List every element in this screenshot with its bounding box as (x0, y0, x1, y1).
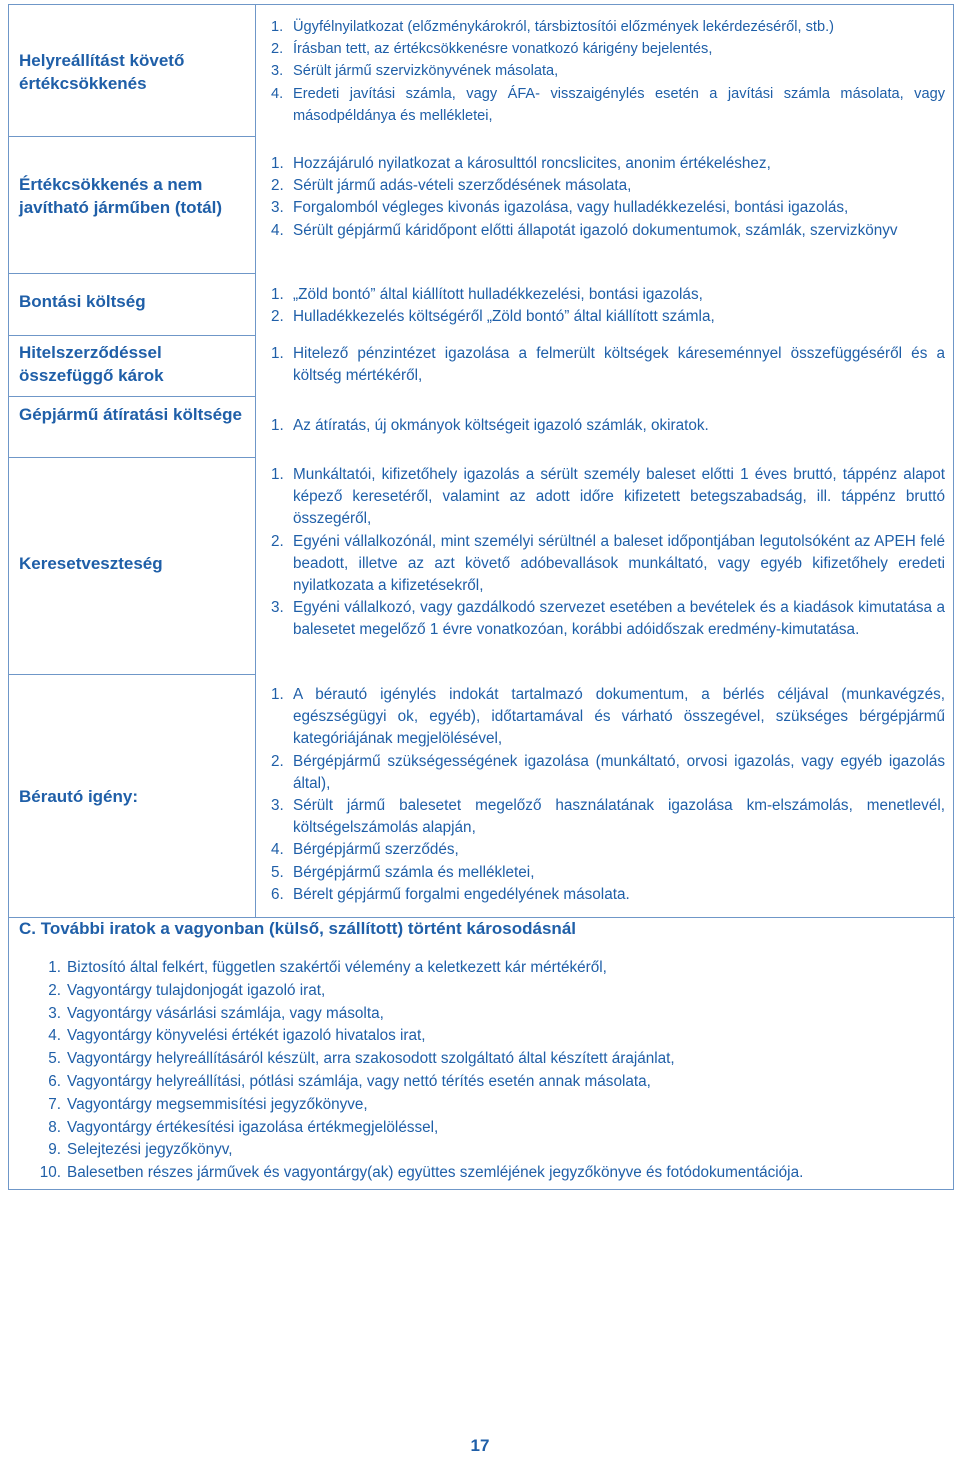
list-item: 1. Ügyfélnyilatkozat (előzménykárokról, társbiztosítói előzmények lekérdezéséről, stb.) (271, 19, 835, 35)
list-item: 1. Biztosító által felkért, független szakértői vélemény a keletkezett kár mértékéről, (48, 959, 607, 976)
list-item: 3. Forgalomból végleges kivonás igazolása, vagy hulladékkezelési, bontási igazolás, (271, 199, 849, 217)
list-item: 3. Vagyontárgy vásárlási számlája, vagy másolta, (48, 1004, 384, 1022)
list-item: 1. A bérautó igénylés indokát tartalmazó dokumentum, a bérlés céljával (munkavégzés, egészségügyi ok, egyéb), időtartamával és várható összegével, szükséges bérgépjármű kategóriájának megjelölésével, (271, 686, 945, 748)
requirements-table (9, 5, 955, 917)
list-item: 1. Hozzájáruló nyilatkozat a károsulttól roncslicites, anonim értékeléshez, (271, 155, 771, 172)
row-divider (9, 674, 255, 675)
list-item: 2. Vagyontárgy tulajdonjogát igazoló irat, (48, 981, 326, 999)
section-divider (9, 917, 955, 918)
row-divider (9, 273, 255, 274)
row-divider (9, 396, 255, 397)
list-item: 8. Vagyontárgy értékesítési igazolása értékmegjelöléssel, (48, 1118, 439, 1136)
list-item: 2. Egyéni vállalkozónál, mint személyi sérültnél a baleset időpontjában legutolsóként az APEH felé beadott, illetve az azt követő adóbevallások munkáltató, vagy egyéb kifizetőhely eredeti nyilatkozata a kifizetésekről, (271, 532, 945, 595)
list-item: 10. Balesetben részes járművek és vagyontárgy(ak) együttes szemléjének jegyzőkönyve és fotódokumentációja. (39, 1164, 804, 1182)
list-item: 2. Bérgépjármű szükségességének igazolása (munkáltató, orvosi igazolás, vagy egyéb igazolás által), (271, 752, 945, 792)
list-item: 4. Eredeti javítási számla, vagy ÁFA- visszaigénylés esetén a javítási számla másolata, vagy másodpéldánya és mellékletei, (271, 85, 945, 124)
list-item: 3. Sérült jármű balesetet megelőző használatának igazolása km-elszámolás, menetlevél, költségelszámolás alapján, (271, 797, 945, 837)
list-item: 5. Vagyontárgy helyreállításáról készült, arra szakosodott szolgáltató által készített árajánlat, (48, 1050, 675, 1068)
list-item: 3. Sérült jármű szervizkönyvének másolata, (271, 63, 559, 80)
row-label: Helyreállítást követő értékcsökkenés (19, 51, 185, 93)
list-item: 1. „Zöld bontó” által kiállított hulladékkezelési, bontási igazolás, (271, 286, 703, 303)
list-item: 4. Bérgépjármű szerződés, (271, 841, 459, 859)
list-item: 2. Hulladékkezelés költségéről „Zöld bontó” által kiállított számla, (271, 308, 715, 326)
list-item: 9. Selejtezési jegyzőkönyv, (48, 1141, 233, 1159)
row-items (271, 684, 945, 906)
list-item: 2. Írásban tett, az értékcsökkenésre vonatkozó kárigény bejelentés, (271, 41, 713, 58)
row-divider (9, 136, 255, 137)
section-c-title: C. További iratok a vagyonban (külső, szállított) történt károsodásnál (19, 919, 576, 938)
row-label: Bontási költség (19, 292, 146, 311)
row-divider (9, 457, 255, 458)
row-items (271, 343, 945, 387)
list-item: 6. Bérelt gépjármű forgalmi engedélyének másolata. (271, 885, 630, 903)
column-divider (255, 5, 256, 917)
list-item: 2. Sérült jármű adás-vételi szerződésének másolata, (271, 177, 632, 195)
row-items (271, 284, 945, 328)
row-divider (9, 335, 255, 336)
row-items (271, 16, 945, 127)
list-item: 7. Vagyontárgy megsemmisítési jegyzőkönyve, (48, 1095, 368, 1113)
document-frame (8, 4, 954, 1190)
row-items (271, 153, 945, 242)
list-item: 6. Vagyontárgy helyreállítási, pótlási számlája, vagy nettó térítés esetén annak másolata, (48, 1072, 651, 1090)
list-item: 1. Hitelező pénzintézet igazolása a felmerült költségek káreseménnyel összefüggéséről és a költség mértékéről, (271, 345, 945, 385)
row-label: Gépjármű átíratási költsége (19, 405, 242, 424)
row-label: Bérautó igény: (19, 787, 139, 806)
list-item: 1. Az átíratás, új okmányok költségeit igazoló számlák, okiratok. (271, 417, 709, 434)
page-number: 17 (470, 1436, 490, 1455)
list-item: 4. Sérült gépjármű káridőpont előtti állapotát igazoló dokumentumok, számlák, szervizkönyv (271, 221, 898, 239)
row-items (271, 415, 945, 437)
list-item: 4. Vagyontárgy könyvelési értékét igazoló hivatalos irat, (48, 1027, 426, 1045)
row-label: Hitelszerződéssel összefüggő károk (19, 343, 164, 385)
row-items (271, 464, 945, 642)
list-item: 3. Egyéni vállalkozó, vagy gazdálkodó szervezet esetében a bevételek és a kiadások kimutatása a balesetet megelőző 1 évre vonatkozóan, korábbi adóidőszak eredmény-kimutatása. (271, 599, 945, 639)
row-label: Értékcsökkenés a nem javítható járműben (totál) (19, 175, 223, 217)
section-c-list (19, 957, 949, 1185)
list-item: 5. Bérgépjármű számla és mellékletei, (271, 863, 535, 881)
row-label: Keresetveszteség (19, 554, 163, 573)
list-item: 1. Munkáltatói, kifizetőhely igazolás a sérült személy baleset előtti 1 éves bruttó, táppénz alapot képező keresetéről, valamint az adott időre kifizetett betegszabadság, ill. táppénz bruttó összegéről, (271, 466, 945, 528)
